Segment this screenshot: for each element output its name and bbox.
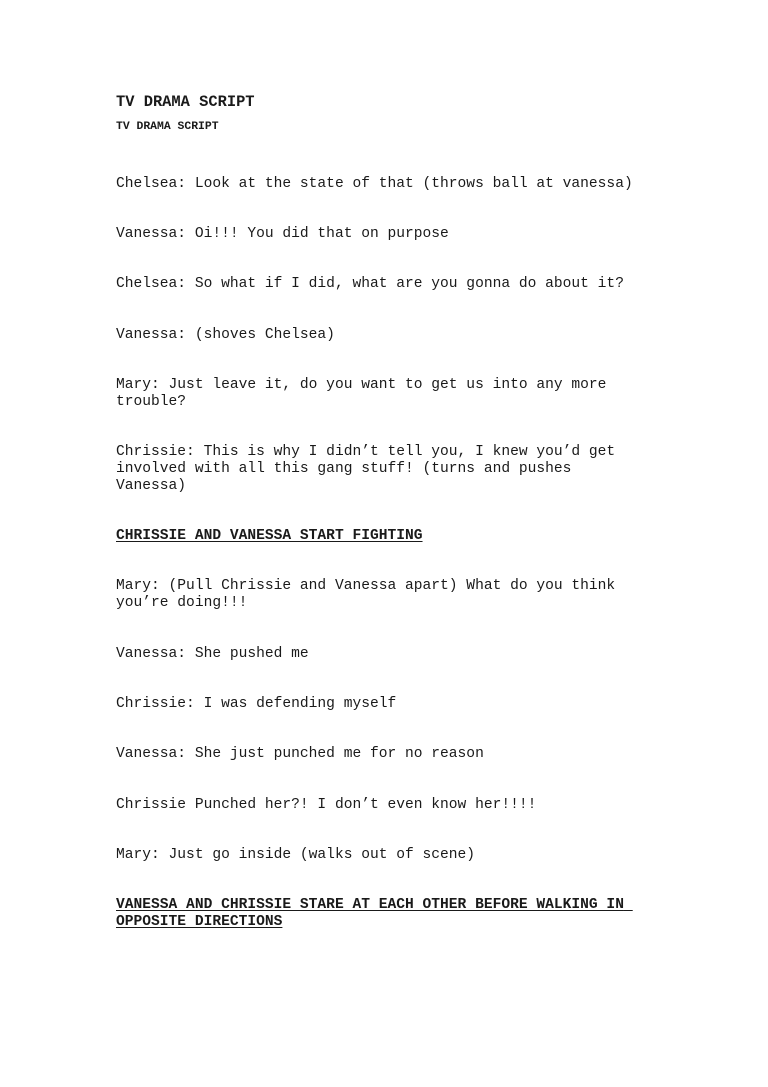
dialogue-line: Mary: (Pull Chrissie and Vanessa apart) What do you think you’re doing!!! — [116, 578, 624, 611]
dialogue-line: Chrissie: This is why I didn’t tell you, I knew you’d get involved with all this gang stuff! (turns and pushes Vanessa) — [116, 444, 624, 494]
dialogue-line: Vanessa: (shoves Chelsea) — [116, 327, 335, 343]
stage-direction: CHRISSIE AND VANESSA START FIGHTING — [116, 528, 423, 544]
stage-direction: VANESSA AND CHRISSIE STARE AT EACH OTHER BEFORE WALKING IN OPPOSITE DIRECTIONS — [116, 897, 633, 930]
dialogue-line: Vanessa: Oi!!! You did that on purpose — [116, 226, 449, 242]
dialogue-line: Vanessa: She pushed me — [116, 646, 309, 662]
dialogue-line: Mary: Just leave it, do you want to get us into any more trouble? — [116, 377, 616, 410]
dialogue-line: Chrissie: I was defending myself — [116, 696, 397, 712]
dialogue-line: Mary: Just go inside (walks out of scene) — [116, 847, 476, 863]
document-subtitle: TV DRAMA SCRIPT — [116, 121, 219, 133]
dialogue-line: Chelsea: Look at the state of that (throws ball at vanessa) — [116, 176, 633, 192]
document-title: TV DRAMA SCRIPT — [116, 93, 255, 111]
dialogue-line: Chrissie Punched her?! I don’t even know her!!!! — [116, 797, 537, 813]
dialogue-line: Chelsea: So what if I did, what are you gonna do about it? — [116, 276, 624, 292]
dialogue-line: Vanessa: She just punched me for no reason — [116, 746, 484, 762]
